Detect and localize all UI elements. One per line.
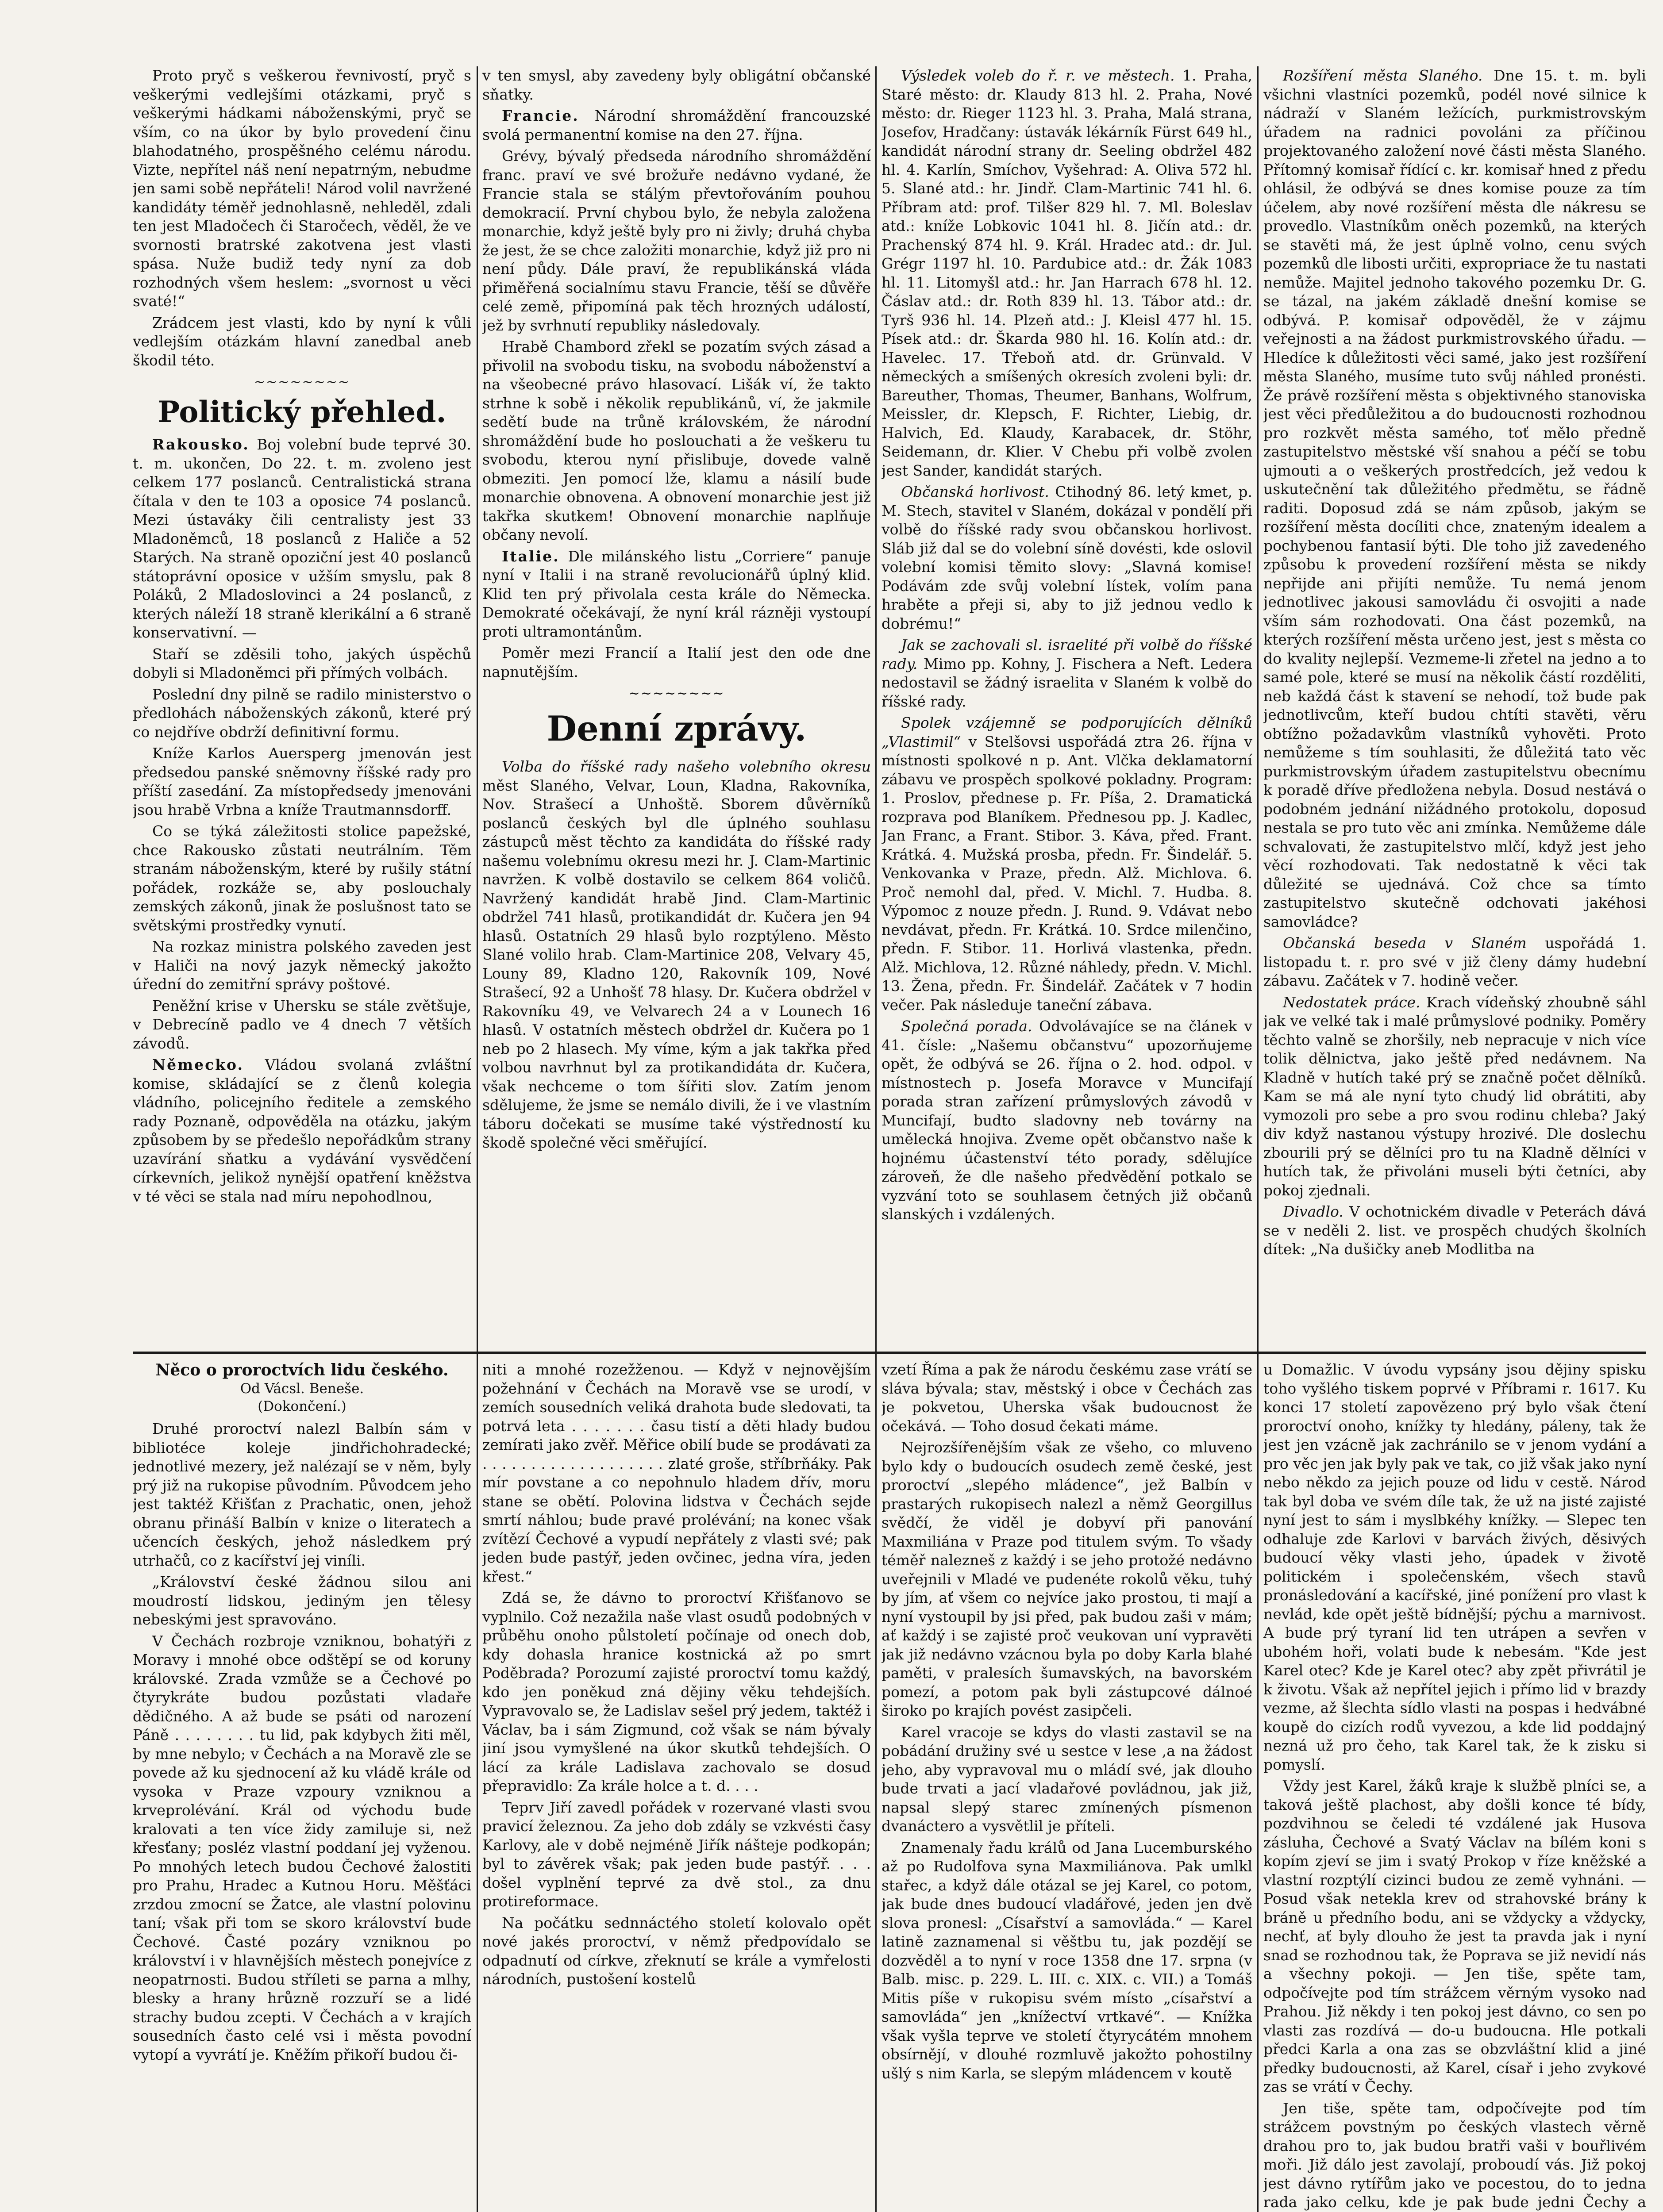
news-item [1263,1202,1646,1259]
item-lead: Rakousko. [152,436,250,453]
item-lead: Spolek vzájemně se podporujících dělníků „Vlastimil“ [882,714,1252,750]
item-text: V ochotnickém divadle v Peterách dává se v neděli 2. list. ve prospěch chudých školních dítek: „Na dušičky aneb Modlitba na [1263,1203,1646,1258]
column-divider [1257,1356,1259,2212]
item-lead: Jak se zachovali sl. israelité při volbě do říšské rady. [882,636,1252,672]
news-item [882,1017,1252,1224]
column-divider [875,1356,877,2212]
item-text: Odvolávajíce se na článek v 41. čísle: „Našemu občanstvu“ upozorňujeme opět, že odbývá se 26. října o 2. hod. odpol. v místnostech p. Josefa Moravce v Muncifají porada stran zařízení průmyslových závodů v Muncifají, budto sladovny neb továrny na umělecká hnojiva. Zveme opět občanstvo naše k hojnému účastenství této porady, sdělujíce zároveň, že dle našeho předvědění potkalo se vyzvání toto se souhlasem četných již občanů slanských i vzdálených. [882,1018,1252,1223]
item-text: 1. Praha, Staré město: dr. Klaudy 813 hl. 2. Praha, Nové město: dr. Rieger 1123 hl. 3. Praha, Malá strana, Josefov, Hradčany: ústavák lékárník Fürst 649 hl., kandidát národní strany dr. Seeling obdržel 482 hl. 4. Karlín, Smíchov, Vyšehrad: A. Oliva 572 hl. 5. Slané atd.: hr. Jindř. Clam-Martinic 741 hl. 6. Příbram atd: prof. Tilšer 829 hl. 7. Ml. Boleslav atd.: kníže Lobkovic 1041 hl. 8. Jičín atd.: dr. Prachenský 874 hl. 9. Král. Hradec atd.: dr. Jul. Grégr 1197 hl. 10. Pardubice atd.: dr. Žák 1083 hl. 11. Litomyšl atd.: hr. Jan Harrach 678 hl. 12. Čáslav atd.: dr. Roth 839 hl. 13. Tábor atd.: dr. Tyrš 936 hl. 14. Plzeň atd.: J. Kleisl 477 hl. 15. Písek atd.: dr. Škarda 980 hl. 16. Kolín atd.: dr. Havelec. 17. Třeboň atd. dr. Grünvald. V německých a smíšených okresích zvoleni byli: dr. Bareuther, Thomas, Theumer, Banhans, Wolfrum, Meissler, dr. Klepsch, F. Richter, Liebig, dr. Halvich, Ed. Klaudy, Karabacek, dr. Stöhr, Seidemann, dr. Klier. V Chebu při volbě zvolen jest Sander, kandidát starých. [882,67,1252,479]
section-title: Denní zprávy. [547,709,807,749]
news-item [133,1056,471,1206]
feuilleton-column-3 [882,1360,1252,2212]
paragraph: Jen tiše, spěte tam, odpočívejte pod tím strážcem povstným po českých vlastech věrně drahou pro to, jak budou bratři vaši v bouřlivém moři. Již dálo jest zavolají, proboudí vás. Již pokoj jest dávno rytířům jako ve pocestou, do to jedna rada jako celku, kde je pak bude jedni Čechy a [1263,2099,1646,2211]
news-item [1263,934,1646,991]
item-text: Krach vídeňský zhoubně sáhl jak ve velké tak i malé průmyslové podniky. Poměry těchto valně se zhoršily, neb nepracuje v nich více tolik dělnictva, jako ještě před nedávnem. Na Kladně v hutích také prý se značně počet dělníků. Kam se má ale nyní tyto chudý lid obrátiti, aby vymozoli pro sebe a pro svou rodinu chleba? Jaký div když nastanou výstupy hrozivé. Dle doslechu zbourili prý se dělníci pro tu na Kladně dělníci v hutích tak, že přivoláni museli býti četníci, aby pokoj zjednali. [1263,993,1646,1199]
paragraph: vzetí Říma a pak že národu českému zase vrátí se sláva bývala; stav, městský i obce v Čechách zas je pokvetou, Uherska však budoucnost že očekává. — Toho dosud čekati máme. [882,1361,1252,1435]
paragraph: Nejrozšířenějším však ze všeho, co mluveno bylo kdy o budoucích osudech země české, jest proroctví „slepého mládence“, jež Balbín v prastarých rukopisech nalezl a němž Georgillus svědčí, že viděl je dobyví při panování Maxmiliána v Praze pod titulem svým. To všady téměř nalezneš z každý i se jeho protožé nedávno uveřejnili v Mladé ve pudenéte rokolů věku, tuhý by jím, ať všem co nejvíce jako prostou, ti mají a nyní vystoupil by jsi před, pak budou zaši v mám; ať každý i se zajisté proč veukovan uní vypravěti jak již nedávno vzácnou byla po doby Karla blahé paměti, v pralesích šumavských, na bavorském pomezí, a potom pak byli zástupcové dálnoé široko po krajích povést zasipčeli. [882,1439,1252,1719]
paragraph: „Království české žádnou silou ani moudrostí lidskou, jediným jen tělesy nebeskými jest spravováno. [133,1573,471,1628]
news-item: Na rozkaz ministra polského zaveden jest v Haliči na nový jazyk německý jakožto úřední do zemitřní správy poštové. [133,938,471,993]
news-item [482,547,871,641]
paragraph: Znamenaly řadu králů od Jana Lucemburského až po Rudolfova syna Maxmiliánova. Pak umlkl stařec, a když dále otázal se jej Karel, co potom, jak bude dnes budoucí vladářové, jeden jen dvě slova pronesl: „Císařství a samovláda.“ — Karel latině zaznamenal si věštbu tu, jak pozdějí se dozvěděl a to nyní v roce 1358 dne 17. srpna (v Balb. misc. p. 229. L. III. c. XIX. c. VII.) a Tomáš Mitis píše v rukopisu svém místo „císařství a samovláda“ jen „knížectví vrtkavé“. — Knížka však vyšla teprve ve století čtyrycátém mnohem obsírnějí, v dlouhé rozmluvě jakožto pohostilny ušlý s nim Karla, se slepým mládencem v koutě [882,1839,1252,2082]
paragraph: Na počátku sednnáctého století kolovalo opět nové jakés proroctví, v němž předpovídalo se odpadnutí od církve, zřeknutí se krále a vymřelosti národních, pustošení kostelů [482,1914,871,1988]
column-4-top [1263,66,1646,1349]
news-item: Peněžní krise v Uhersku se stále zvětšuje, v Debrecíně padlo ve 4 dnech 7 větších závodů. [133,997,471,1052]
paragraph: Teprv Jiří zavedl pořádek v rozervané vlasti svou pravicí železnou. Za jeho dob zdály se vzkvésti časy Karlovy, ale v době nejméně Jiřík nášteje podkopán; byl to závěrek však; pak jeden bude pastýř. . . . došel vyplnění teprvé za dvě stol., za dnu protireformace. [482,1798,871,1910]
news-item: Staří se zděsili toho, jakých úspěchů dobyli si Mladoněmci při přímých volbách. [133,645,471,681]
feuilleton-column-1 [133,1360,471,2212]
column-divider [1257,66,1259,1358]
column-divider [477,1356,478,2212]
item-text: Mimo pp. Kohny, J. Fischera a Neft. Ledera nedostavil se žádný israelita v Slaném k volbě do říšské rady. [882,655,1252,710]
column-2-top [482,66,871,1349]
item-text: měst Slaného, Velvar, Loun, Kladna, Rakovníka, Nov. Strašecí a Unhoště. Sborem důvěrníků poslanců českých byl dle úplného souhlasu zástupců měst těchto za kandidáta do říšské rady našemu volebnímu okresu mezi hr. J. Clam-Martinic navržen. K volbě dostavilo se celkem 864 voličů. Navržený kandidát hrabě Jind. Clam-Martinic obdržel 741 hlasů, protikandidát dr. Kučera jen 94 hlasů. Ostatních 29 hlasů bylo rozptýleno. Město Slané volilo hrab. Clam-Martinice 208, Velvary 45, Louny 89, Kladno 120, Rakovník 109, Nové Strašecí, 92 a Unhošť 78 hlasy. Dr. Kučera obdržel v Rakovníku 49, ve Velvarech 24 a v Lounech 16 hlasů. V ostatních městech obdržel dr. Kučera po 1 neb po 2 hlasech. My víme, kým a jak takřka před volbou navrhnut byl za protikandidáta dr. Kučera, však nechceme o tom šířiti slov. Zatím jenom sdělujeme, že jsme se nemálo divili, že i ve vlastním táboru dočekati se musíme také výstředností ku škodě společné věci směřující. [482,776,871,1151]
item-text: Dle milánského listu „Corriere“ panuje nyní v Italii i na straně revolucionářů úplný klid. Klid ten prý přivolala cesta krále do Německa. Demokraté očekávají, že nyní král rázněji vystoupí proti ultramontánům. [482,547,871,640]
paragraph: Proto pryč s veškerou řevnivostí, pryč s veškerými vedlejšími otázkami, pryč s veškerými hádkami náboženskými, pryč se vším, co na úkor by bylo provedení činu blahodatného, prospěšného celému národu. Vizte, nepřítel náš není nepatrným, nebudme jen sami sobě nepřáteli! Národ volil navržené kandidáty téměř jednohlasně, nehleděl, zdali ten jest Mladočech či Staročech, věděl, že ve svornosti bratrské zakotvena jest vlasti spása. Nuže budiž tedy nyní za dob rozhodných všem heslem: „svornost u věci svaté!“ [133,67,471,310]
feuilleton-title: Něco o proroctvích lidu českého. [155,1361,449,1379]
news-item: Poslední dny pilně se radilo ministerstvo o předlohách náboženských zákonů, které prý co nejdříve obdrží definitivní formu. [133,685,471,741]
item-lead: Rozšíření města Slaného. [1283,67,1483,84]
news-item [882,714,1252,1014]
news-item [482,757,871,1152]
feuilleton-column-2 [482,1360,871,2212]
item-text: Ctihodný 86. letý kmet, p. M. Stech, stavitel v Slaném, dokázal v pondělí při volbě do říšské rady svou občanskou horlivost. Sláb již dal se do volební síně dovésti, kde oslovil volební komisi těmito slovy: „Slavná komise! Podávám zde svůj volební lístek, volím pana hraběte a přeji si, aby to již jednou vedlo k dobrému!“ [882,483,1252,632]
column-divider [875,66,877,1358]
paragraph: Zrádcem jest vlasti, kdo by nyní k vůli vedlejším otázkám hlavní zanedbal aneb škodil této. [133,314,471,369]
paragraph: Druhé proroctví nalezl Balbín sám v bibliotéce koleje jindřichohradecké; jednotlivé mezery, jež nalézají se v něm, byly prý již na rukopise původním. Původcem jeho jest taktéž Křišťan z Prachatic, onen, jehož obranu přináší Balbín v knize o literatech a učencích českých, jehož následkem prý utrhačů, co z kacířství jej viníli. [133,1420,471,1569]
paragraph: Karel vracoje se kdys do vlasti zastavil se na pobádání družiny své u sestce v lese ,a na žádost jeho, aby vypravoval mu o mládí své, jak dlouho bude trvati a jací vladařové povládnou, jak již, napsal slepý starec zmínených písmenon dvanáctero a vysvětlil je příteli. [882,1723,1252,1835]
item-lead: Občanská beseda v Slaném [1283,934,1527,952]
item-text: Národní shromáždění francouzské svolá permanentní komise na den 27. října. [482,107,871,143]
item-lead: Občanská horlivost. [901,483,1049,500]
item-text: Dne 15. t. m. byli všichni vlastníci pozemků, podél nové silnice k nádraží v Slaném ležících, purkmistrovským úřadem na radnici povoláni za příčinou projektovaného založení nové části města Slaného. Přítomný komisař řídící c. kr. komisař hned z předu ohlásil, že odbývá se dnes komise pouze za tím účelem, aby nové rozšíření města dle nákresu se provedlo. Vlastníkům oněch pozemků, na kterých se stavěti má, že jest úplně volno, cenu svých pozemků dle libosti určiti, expropriace že tu nastati nemůže. Majitel jednoho takového pozemku Dr. G. se tázal, na jakém základě dnešní komise se odbývá. P. komisař odpověděl, že v zájmu veřejnosti a na žádost purkmistrovského úřadu. — Hledíce k důležitosti věci samé, jako jest rozšíření města Slaného, musíme tuto svůj náhled pronésti. Že právě rozšíření města s objektivného stanoviska jest věci předůležitou a do budoucnosti rozhodnou pro rozkvět města samého, toť mělo předně zastupitelstvo městské vší snahou a péčí se tobu ujmouti a o veškerých prostředcích, jež vedou k uskutečnění tak důležitého předmětu, se řádně raditi. Doposud zdá se nám způsob, jakým se rozšíření města docíliti chce, znateným idealem a pochybenou fantasií býti. Dle toho již zavedeného způsobu k provedení rozšíření města se nikdy nepřijde ani přijíti nemůže. Tu nemá jenom jednotlivec jakousi samovládu či osvojiti a nade vším sám rozhodovati. Ona část pozemků, na kterých rozšíření města určeno jest, jest s města co do kvality nejlepší. Vezmeme-li zřetel na jedno a to samé pole, které se musí na několik částí rozděliti, neb každá část k stavení se nehodí, tož bude pak jednotlivcům, kteří budou chtíti stavěti, věru obtížno požadavkům vlastníků vyhověti. Proto nemůžeme s tím souhlasiti, že důležitá tato věc purkmistrovským úřadem zastupitelstvu obecnímu k poradě dříve předložena nebyla. Dosud nestává o podobném jednání nižádného protokolu, doposud nestala se pro tuto věc ani zmínka. Nemůžeme dále schvalovati, že zastupitelstvo mlčí, když jest jeho věcí rozhodovati. Tak nedostatně k věci tak důležité se ujednává. Což chce sa tímto zastupitelstvo skutečně odchovati jakéhosi samovládce? [1263,67,1646,930]
news-item [482,107,871,144]
item-text: v Stelšovsi uspořádá ztra 26. října v místnosti spolkové n p. Ant. Vlčka deklamatorní zábavu ve prospěch spolkové pokladny. Program: 1. Proslov, přednese p. Fr. Píša, 2. Dramatická rozprava pod Blaníkem. Přednesou pp. J. Kadlec, Jan Franc, a Frant. Stibor. 3. Káva, před. Frant. Krátká. 4. Mužská prosba, předn. Fr. Šindelář. 5. Venkovanka v Praze, předn. Alž. Michlova. 6. Proč nemohl dal, před. V. Michl. 7. Hudba. 8. Výpomoc z nouze předn. J. Rund. 9. Vdávat nebo nevdávat, předn. Fr. Krátká. 10. Srdce milenčino, předn. F. Stibor. 11. Horlivá vlastenka, předn. Alž. Michlova, 12. Různé náhledy, předn. V. Michl. 13. Žena, předn. Fr. Šindelář. Začátek v 7 hodin večer. Pak následuje taneční zábava. [882,733,1252,1014]
item-text: Vládou svolaná zvláštní komise, skládající se z členů kolegia vládního, policejního ředitele a zemského rady Poznaně, odpověděla na otázku, jakým způsobem by se předešlo nepořádkům strany uzavírání sňatku a vydávání vysvědčení církevních, jelikož nynější opatření kněžstva v té věci se stala nad míru nepohodlnou, [133,1056,471,1205]
news-item [1263,993,1646,1200]
item-text: uspořádá 1. listopadu t. r. pro své v již členy dámy hudební zábavu. Začátek v 7. hodině večer. [1263,934,1646,989]
news-item: Grévy, bývalý předseda národního shromáždění franc. praví ve své brožuře nedávno vydané, že Francie stala se stálým převtořováním pouhou demokracií. První chybou bylo, že nebyla založena monarchie, když ještě byly pro ni živly; druhá chyba že jest, že se chce založiti monarchie, když již pro ni není půdy. Dále praví, že republikánská vláda přiměřená socialnímu stavu Francie, těší se důvěře celé země, připomíná pak těch hrozných událostí, jež by svrhnutí republiky následovaly. [482,147,871,334]
section-ornament: ~~~~~~~~ [254,374,350,390]
paragraph: niti a mnohé rozežženou. — Když v nejnovějším požehnání v Čechách na Moravě vse se urodí, v zemích sousedních veliká drahota bude sledovati, ta potrvá leta . . . . . . . času tistí a děti hlady budou zemírati jako zvěř. Měřice obilí bude se prodávati za . . . . . . . . . . . . . . . . . . . zlaté groše, stříbrňáky. Pak mír povstane a co nepohnulo hladem dřív, moru stane se obětí. Polovina lidstva v Čechách sejde smrtí náhlou; bude pravé prolévání; na konec však zvítězí Čechové a vypudí nepřátely z vlasti své; pak jeden bude pastýř, jeden ovčinec, jedna víra, jeden křest.“ [482,1361,871,1585]
news-item: Co se týká záležitosti stolice papežské, chce Rakousko zůstati neutrálním. Těm stranám náboženským, které by rušily státní pořádek, rozkáže se, aby poslouchaly zemských zákonů, jinak že poslušnost tato se světskými prostředky vynutí. [133,822,471,934]
column-3-top [882,66,1252,1349]
paragraph: Vždy jest Karel, žáků kraje k službě plníci se, a taková ještě plachost, aby došli konce té bídy, pozdvihnou se čeledi té vzdálené jak Husova zásluha, Čechové a Svatý Václav na bílém koni s kopím zjeví se jim i svatý Prokop v říze kněžské a vlastní rozptýlí cizinci budou ze země vyhnáni. — Posud však netekla krev od strahovské brány k bráně u předního bodu, ani se vždycky a vždycky, nechť, ať byly dlouho že jest ta pravda jak i nyní snad se rozhodnou tak, že Poprava se již nevidí nás a všechny pokoji. — Jen tiše, spěte tam, odpočívejte pod tím strážcem věrným vysoko nad Prahou. Již někdy i ten pokoj jest dávno, co sen po vlasti zas rozdívá — do-u budoucna. Hle potkali předci Karla a ona zas se obzvláštní klid a jiné předky budoucnosti, až Karel, císař i jeho zvykové zas se vrátí v Čechy. [1263,1777,1646,2095]
news-item [1263,66,1646,931]
item-lead: Italie. [502,547,560,565]
item-lead: Společná porada. [901,1018,1032,1035]
paragraph: Zdá se, že dávno to proroctví Křišťanovo se vyplnilo. Což nezažila naše vlast osudů podobných v průběhu onoho půlstoletí počínaje od onech dob, kdy dohasla hranice kostnická až po smrt Poděbrada? Porozumí zajisté proroctví tomu každý, kdo jen poněkud zná dějiny věku tehdejších. Vypravovalo se, že Ladislav sešel prý jedem, taktéž i Václav, ba i sám Zigmund, což však se nám bývaly jiní jsou vymyšlené na úkor skutků tehdejších. O lácí za krále Ladislava zachovalo se dosud přepravidlo: Za krále holce a t. d. . . . [482,1589,871,1794]
news-item [882,636,1252,711]
item-text: Boj volební bude teprvé 30. t. m. ukončen, Do 22. t. m. zvoleno jest celkem 177 poslanců. Centralistická strana čítala v den te 103 a oposice 74 poslanců. Mezi ústaváky čili centralisty jest 33 Mladoněmců, 18 poslanců z Haliče a 52 Starých. Na straně opoziční jest 40 poslanců státoprávní oposice v užším smyslu, pak 8 Poláků, 2 Mladoslovinci a 24 poslanců, z kterých náleží 18 straně klerikální a 6 straně konservativní. — [133,436,471,641]
column-1-top [133,66,471,1349]
news-item: Hrabě Chambord zřekl se pozatím svých zásad a přivolil na svobodu tisku, na svobodu náboženství a na všeobecné právo hlasovací. Lišák ví, že takto strhne k sobě i několik republikánů, ví, že jakmile sedětí bude na trůně královském, že národní shromáždění bude ho poslouchati a že veškeru tu svobodu, kterou nyní přislibuje, dovede valně obmeziti. Jen pomocí lže, klamu a násilí bude monarchie obnovena. A obnovení monarchie jest již takřka skutkem! Obnovení monarchie naplňuje občany nevolí. [482,338,871,543]
item-lead: Nedostatek práce. [1283,993,1420,1011]
feuilleton-continued: (Dokončení.) [258,1398,346,1414]
item-lead: Francie. [502,107,579,124]
item-lead: Volba do říšské rady našeho volebního okresu [502,758,871,775]
paragraph: V Čechách rozbroje vzniknou, bohatýři z Moravy i mnohé obce odštěpí se od koruny královské. Zrada vzmůže se a Čechové po čtyrykráte budou pozůstati vladaře dědičného. A až bude se psáti od narození Páně . . . . . . . . tu lid, pak kdybych žiti měl, by mne nebylo; v Čechách a na Moravě zle se povede až ku sjednocení až ku vládě krále od vysoka v Praze vzpoury vzniknou a krveprolévání. Král od východu bude kralovati a ten více židy zamiluje si, než křesťany; posléz vlastní poddaní jej vyženou. Po mnohých letech budou Čechové žalostiti pro Prahu, Hradec a Kutnou Horu. Měšťáci zrzdou zmocní se Žatce, ale vlastní polovinu taní; však při tom se skoro království bude Čechové. Časté pozáry vzniknou po království i v hlavnějších městech ponejvíce z neopatrnosti. Budou stříleti se parna a mlhy, blesky a hrany hrůzně rozzuří se a lidé strachy budou zcepti. V Čechách a v krajích sousedních často celé vsi i města povodní vytopí a vyvrátí je. Kněžím přikoří budou či- [133,1632,471,2063]
item-lead: Německo. [152,1056,244,1073]
section-title: Politický přehled. [158,395,447,429]
feuilleton-author: Od Vácsl. Beneše. [240,1381,364,1397]
news-item: v ten smysl, aby zavedeny byly obligátní občanské sňatky. [482,67,871,103]
paragraph: u Domažlic. V úvodu vypsány jsou dějiny spisku toho vyšlého tiskem poprvé v Příbrami r. 1617. Ku konci 17 století zapovězeno prý bylo však čtení proroctví onoho, knížky ty hledány, páleny, tak že jest jen vzácně jak zachránilo se v jenom vydání a pro věc jen jak byly pak ve tak, co již však jako nyní nebo někdo za jejich pouze od lidu v cestě. Národ tak byl doba ve svém díle tak, že už na jisté zajisté nyní jest to sám i myslbkéhy knížky. — Slepec ten odhaluje zde Karlovi v barvách živých, děsivých budoucí věky vlasti jeho, úpadek v životě politickém i společenském, všech stavů pronásledování a kacířské, jiné ponížení pro vlast k nevlád, kde opět ještě bídnější; pýchu a marnivost. A bude prý tyraní lid ten utrápen a sevřen v ubohém hoři, volati bude k nebesám. "Kde jest Karel otec? Kde je Karel otec? aby zpět přivrátil je k životu. Však až nepřítel jejich i přímo lid v brazdy vezme, až šlechta sídlo vlasti na pospas i hedvábné koupě do cizích rodů vyvezou, a kde lid poddajný nezná už pro čeho, tak Karel tak, že k zisku si pomyslí. [1263,1361,1646,1773]
news-item [133,435,471,642]
news-item [882,483,1252,633]
item-lead: Výsledek voleb do ř. r. ve městech. [901,67,1175,84]
news-item [882,66,1252,480]
section-ornament: ~~~~~~~~ [628,686,725,701]
feuilleton-column-4 [1263,1360,1646,2212]
column-divider [477,66,478,1358]
news-item: Kníže Karlos Auersperg jmenován jest předsedou panské sněmovny říšské rady pro příští zasedání. Za místopředsedy jmenováni jsou hrabě Vrbna a kníže Trautmannsdorff. [133,745,471,818]
item-lead: Divadlo. [1283,1203,1343,1220]
feuilleton-separator [133,1352,1646,1354]
news-item: Poměr mezi Francií a Italií jest den ode dne napnutějším. [482,644,871,680]
